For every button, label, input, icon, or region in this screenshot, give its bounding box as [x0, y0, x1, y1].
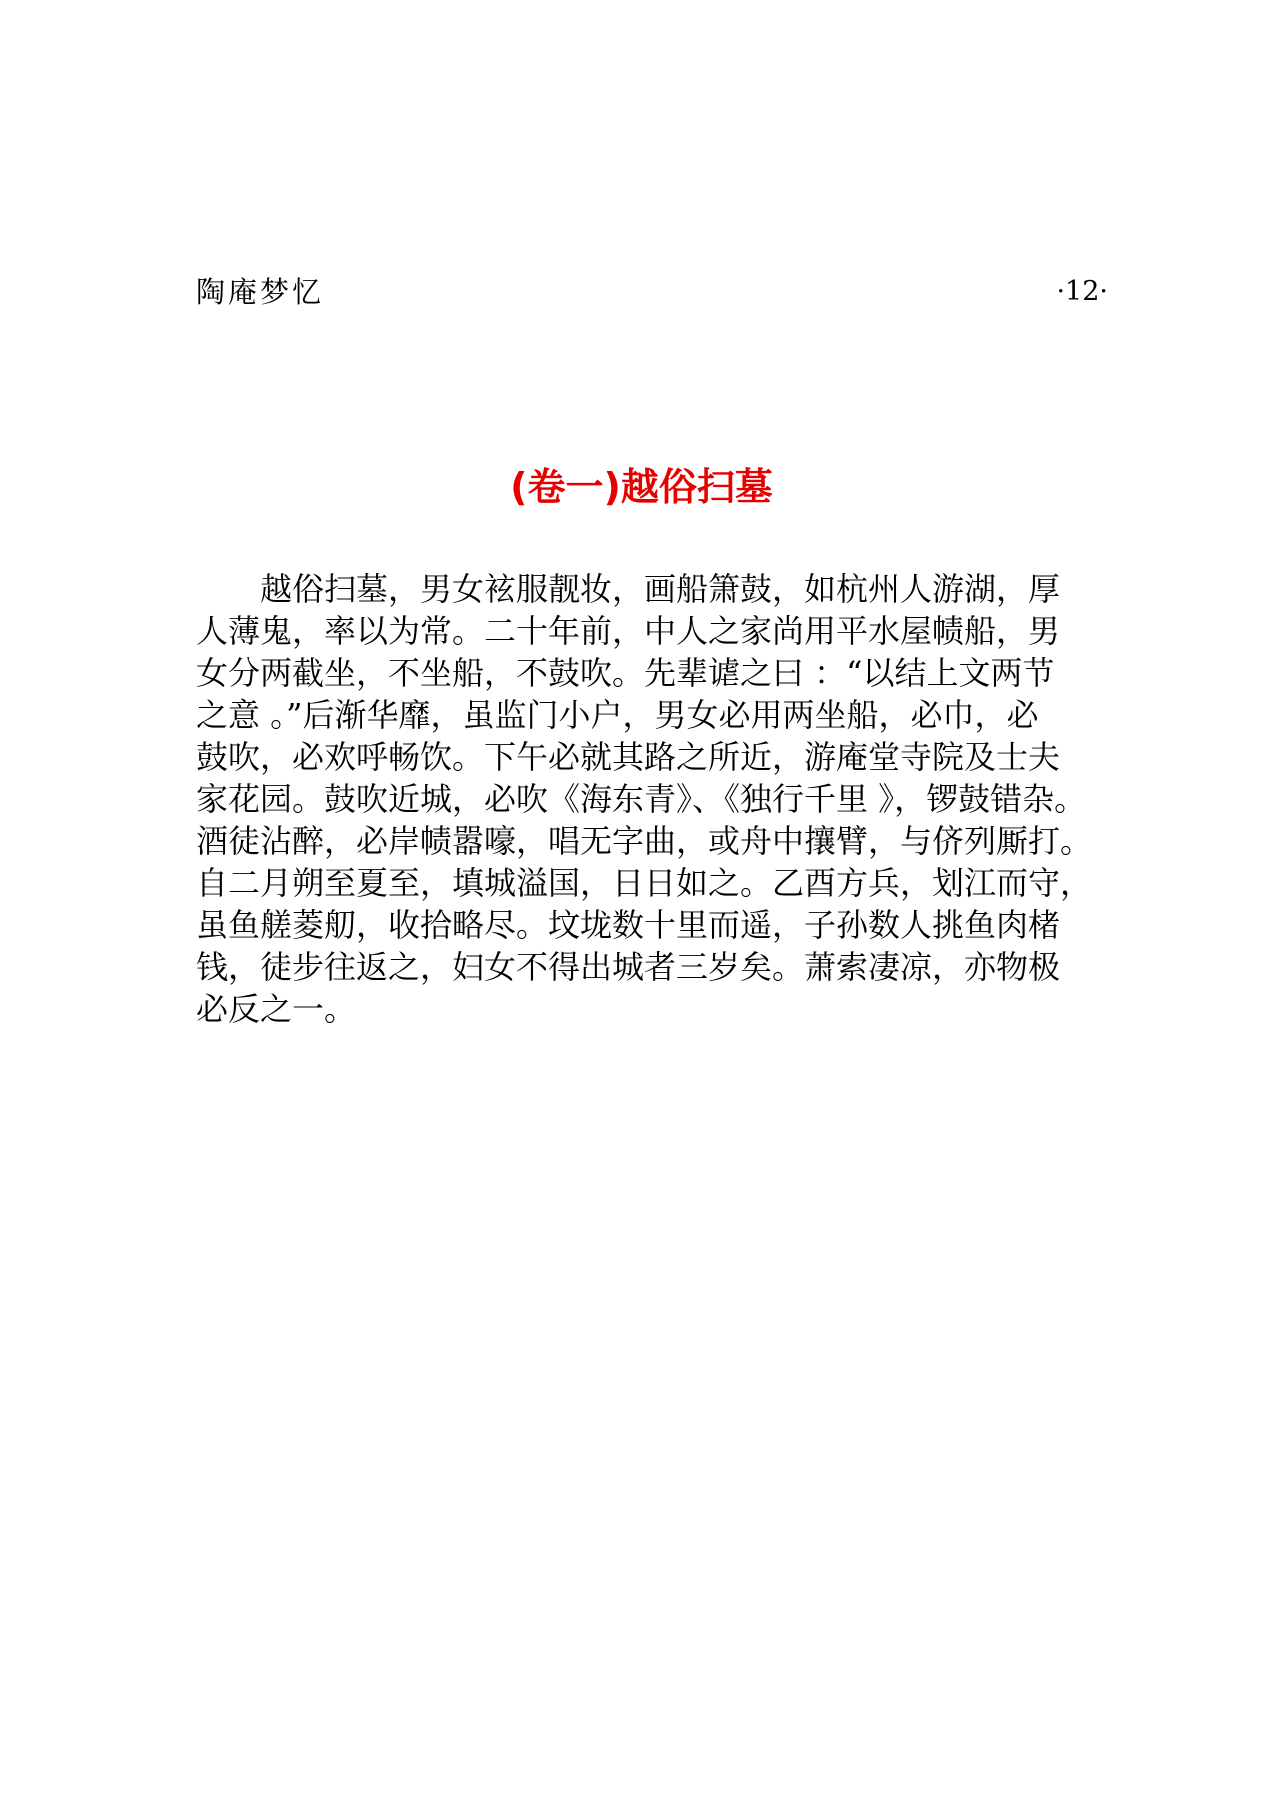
text-line: 家花园。鼓吹近城，必吹《海东青》、《独行千里 》，锣鼓错杂。 — [196, 780, 1087, 818]
body-paragraph — [196, 568, 1111, 1030]
text-line: 越俗扫墓，男女袨服靓妆，画船箫鼓，如杭州人游湖，厚 — [260, 570, 1061, 608]
text-line: 必反之一。 — [196, 990, 357, 1028]
running-header — [196, 272, 1108, 312]
chapter-title: (卷一)越俗扫墓 — [510, 465, 773, 509]
text-line: 虽鱼艖菱舠，收拾略尽。坟垅数十里而遥，子孙数人挑鱼肉楮 — [196, 906, 1061, 944]
text-line: 人薄鬼，率以为常。二十年前，中人之家尚用平水屋帻船，男 — [196, 612, 1061, 650]
text-line: 自二月朔至夏至，填城溢国，日日如之。乙酉方兵，划江而守， — [196, 864, 1093, 902]
text-line: 鼓吹，必欢呼畅饮。下午必就其路之所近，游庵堂寺院及士夫 — [196, 738, 1061, 776]
text-line: 女分两截坐，不坐船，不鼓吹。先辈谑之曰 ：“以结上文两节 — [196, 654, 1055, 692]
book-title: 陶庵梦忆 — [196, 275, 325, 309]
page-number: ·12· — [1056, 276, 1108, 307]
text-line: 酒徒沾醉，必岸帻嚣嚎，唱无字曲，或舟中攘臂，与侪列厮打。 — [196, 822, 1093, 860]
text-line: 钱，徒步往返之，妇女不得出城者三岁矣。萧索凄凉，亦物极 — [196, 948, 1061, 986]
text-line: 之意 。”后渐华靡，虽监门小户，男女必用两坐船，必巾，必 — [196, 696, 1039, 734]
